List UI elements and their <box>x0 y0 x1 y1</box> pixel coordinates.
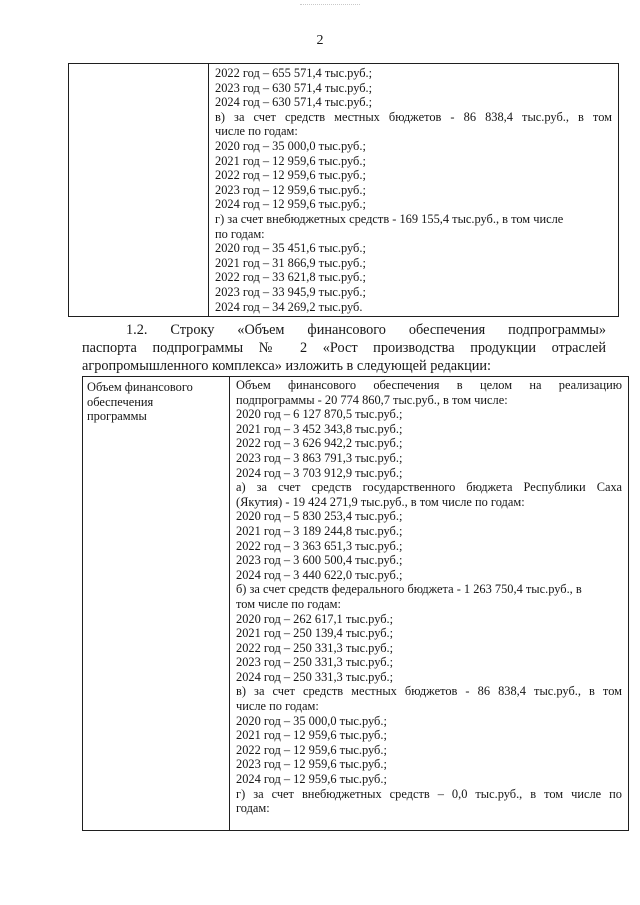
funding-line: 2021 год – 250 139,4 тыс.руб.; <box>236 626 394 641</box>
funding-line: 2022 год – 3 363 651,3 тыс.руб.; <box>236 538 403 553</box>
funding-line: 2024 год – 3 703 912,9 тыс.руб.; <box>236 465 403 480</box>
funding-line: 2021 год – 12 959,6 тыс.руб.; <box>236 728 387 743</box>
funding-line: Объем финансового обеспечения в целом на реализацию <box>236 378 622 392</box>
page-number: 2 <box>316 33 324 48</box>
funding-line: 2020 год – 35 000,0 тыс.руб.; <box>215 138 366 153</box>
funding-line: 2021 год – 3 189 244,8 тыс.руб.; <box>236 523 403 538</box>
funding-line: 2020 год – 6 127 870,5 тыс.руб.; <box>236 407 403 422</box>
continuation-content-cell <box>209 64 619 317</box>
funding-line: 2023 год – 250 331,3 тыс.руб.; <box>236 655 394 670</box>
funding-line: 2024 год – 12 959,6 тыс.руб.; <box>236 772 387 787</box>
funding-line: 2021 год – 31 866,9 тыс.руб.; <box>215 255 366 270</box>
funding-line: в) за счет средств местных бюджетов - 86 838,4 тыс.руб., в том <box>236 684 622 699</box>
funding-line: 2022 год – 3 626 942,2 тыс.руб.; <box>236 436 403 451</box>
funding-line: 2023 год – 3 600 500,4 тыс.руб.; <box>236 553 403 568</box>
funding-line: 2022 год – 250 331,3 тыс.руб.; <box>236 640 394 655</box>
funding-content-cell <box>230 377 629 831</box>
funding-line: 2023 год – 630 571,4 тыс.руб.; <box>215 80 373 95</box>
funding-line: г) за счет внебюджетных средств - 169 155,4 тыс.руб., в том числе <box>215 211 564 226</box>
paragraph-line: 1.2. Строку «Объем финансового обеспечения подпрограммы» <box>126 322 606 338</box>
amendment-paragraph <box>82 321 606 375</box>
funding-line: 2021 год – 3 452 343,8 тыс.руб.; <box>236 421 403 436</box>
funding-line: 2024 год – 12 959,6 тыс.руб.; <box>215 197 366 212</box>
continuation-table <box>68 63 619 317</box>
funding-line: 2020 год – 262 617,1 тыс.руб.; <box>236 611 394 626</box>
funding-line: (Якутия) - 19 424 271,9 тыс.руб., в том числе по годам: <box>236 494 525 509</box>
funding-line: 2020 год – 35 000,0 тыс.руб.; <box>236 713 387 728</box>
header-scan-mark <box>300 4 360 8</box>
continuation-label-cell <box>69 64 209 317</box>
paragraph-line: агропромышленного комплекса» изложить в следующей редакции: <box>82 358 491 374</box>
table-row <box>83 377 629 831</box>
funding-line: 2023 год – 12 959,6 тыс.руб.; <box>215 182 366 197</box>
funding-line: 2024 год – 3 440 622,0 тыс.руб.; <box>236 567 403 582</box>
paragraph-line: паспорта подпрограммы № 2 «Рост производства продукции отраслей <box>82 340 606 356</box>
funding-line: 2024 год – 630 571,4 тыс.руб.; <box>215 95 373 110</box>
funding-label: Объем финансового обеспечения программы <box>87 380 193 424</box>
funding-table <box>82 376 629 831</box>
funding-line: 2022 год – 12 959,6 тыс.руб.; <box>236 742 387 757</box>
funding-line: 2020 год – 35 451,6 тыс.руб.; <box>215 241 366 256</box>
funding-line: г) за счет внебюджетных средств – 0,0 тыс.руб., в том числе по <box>236 786 622 801</box>
funding-line: 2022 год – 12 959,6 тыс.руб.; <box>215 168 366 183</box>
funding-label-cell <box>83 377 230 831</box>
funding-line: 2021 год – 12 959,6 тыс.руб.; <box>215 153 366 168</box>
funding-line: в) за счет средств местных бюджетов - 86 838,4 тыс.руб., в том <box>215 109 612 124</box>
funding-line: том числе по годам: <box>236 596 341 611</box>
table-row <box>69 64 619 317</box>
funding-line: годам: <box>236 801 270 816</box>
funding-line: 2024 год – 250 331,3 тыс.руб.; <box>236 669 394 684</box>
funding-line: числе по годам: <box>236 699 319 714</box>
funding-line: 2024 год – 34 269,2 тыс.руб. <box>215 299 363 314</box>
funding-line: 2023 год – 12 959,6 тыс.руб.; <box>236 757 387 772</box>
funding-line: а) за счет средств государственного бюджета Республики Саха <box>236 480 622 495</box>
funding-line: 2020 год – 5 830 253,4 тыс.руб.; <box>236 509 403 524</box>
funding-line: подпрограммы - 20 774 860,7 тыс.руб., в том числе: <box>236 392 508 407</box>
funding-line: 2023 год – 3 863 791,3 тыс.руб.; <box>236 450 403 465</box>
funding-line: 2022 год – 33 621,8 тыс.руб.; <box>215 270 366 285</box>
funding-line: 2023 год – 33 945,9 тыс.руб.; <box>215 284 366 299</box>
funding-line: б) за счет средств федерального бюджета - 1 263 750,4 тыс.руб., в <box>236 582 582 597</box>
funding-line: по годам: <box>215 226 265 241</box>
funding-line: числе по годам: <box>215 124 298 139</box>
funding-line: 2022 год – 655 571,4 тыс.руб.; <box>215 66 373 80</box>
